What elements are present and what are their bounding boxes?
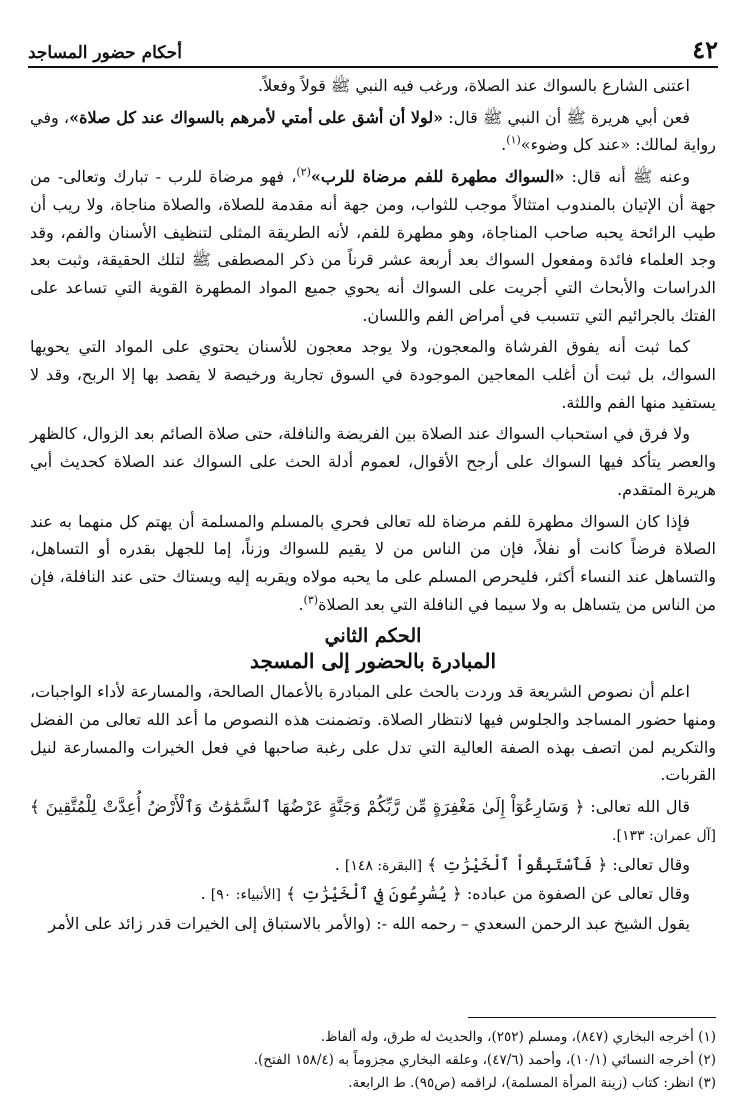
paragraph-5: ولا فرق في استحباب السواك عند الصلاة بين الفريضة والنافلة، حتى صلاة الصائم بعد الزوال، كالظهر والعصر يتأكد فيها السواك على أرجح الأقوال، لعموم أدلة الحث على السواك عند الصلاة كحديث أبي هريرة المتقدم. bbox=[30, 424, 716, 499]
paragraph-8 bbox=[30, 793, 716, 850]
verse-reference-1: [آل عمران: ١٣٣]. bbox=[612, 827, 716, 844]
paragraph-9: وقال تعالى: ﴿ فَٱسْتَبِقُواْ ٱلْخَيْرَٰتِ ﴾ [البقرة: ١٤٨] . bbox=[334, 854, 690, 874]
section-heading: الحكم الثاني bbox=[324, 625, 422, 648]
verse-reference-3: [الأنبياء: ٩٠] bbox=[210, 887, 282, 904]
running-title: أحكام حضور المساجد bbox=[28, 43, 182, 63]
page-number: ٤٢ bbox=[692, 35, 718, 64]
footnotes bbox=[30, 1017, 716, 1095]
main-text bbox=[30, 72, 716, 938]
quran-verse-2: ﴿ فَٱسْتَبِقُواْ ٱلْخَيْرَٰتِ ﴾ bbox=[427, 854, 608, 874]
footnote-2: (٢) أخرجه النسائي (١٠/١)، وأحمد (٤٧/٦)، وعلقه البخاري مجزوماً به (١٥٨/٤ الفتح). bbox=[253, 1052, 716, 1068]
paragraph-3-intro: وعنه ﷺ أنه قال: bbox=[564, 167, 690, 187]
paragraph-3-rest: ، فهو مرضاة للرب - تبارك وتعالى- من جهة أن الإتيان بالمندوب امتثالاً موجب للثواب، ومن جهة أنه مقدمة للصلاة، والصلاة مناجاة، ولا ريب أن طيب الرائحة يحبه صاحب المناجاة، وهو مطهرة للفم، لأنه الطريقة المثلى لتنظيف الأسنان والفم، وقد وجد العلماء فائدة ومفعول السواك بعد أربعة عشر قرناً من ذكر المصطفى ﷺ لتلك الحقيقة، وثبت بعد الدراسات والأبحاث التي أجريت على السواك أنه يحوي جميع المواد المطهرة القوية التي تساعد على الفتك بالجرائيم التي تتسبب في أمراض الفم واللسان. bbox=[30, 167, 716, 325]
hadith-quote-1: «لولا أن أشق على أمتي لأمرهم بالسواك عند كل صلاة» bbox=[69, 107, 444, 127]
paragraph-11: يقول الشيخ عبد الرحمن السعدي – رحمه الله -: (والأمر بالاستباق إلى الخيرات قدر زائد على الأمر bbox=[48, 913, 690, 933]
paragraph-6: فإذا كان السواك مطهرة للفم مرضاة لله تعالى فحري بالمسلم والمسلمة أن يهتم كل منهما به عند الصلاة فرضاً كانت أو نفلاً، فإن من الناس من لا يقيم للسواك وزناً، إما للجهل بقدره أو التساهل، والتساهل عند النساء أكثر، فليحرص المسلم على ما يحبه مولاه ويقربه إليه ويستاك حتى عند النافلة، فإن من الناس من يتساهل به ولا سيما في النافلة التي بعد الصلاة$^{(٣)}$. bbox=[30, 511, 716, 614]
paragraph-4: كما ثبت أنه يفوق الفرشاة والمعجون، ولا يوجد معجون للأسنان يحتوي على المواد التي يحويها السواك، بل ثبت أن أغلب المعاجين الموجودة في السوق تجارية ورخيصة لا يقصد بها إلا الربح، وقد لا يستفيد منها الفم واللثة. bbox=[30, 337, 716, 412]
paragraph-7: اعلم أن نصوص الشريعة قد وردت بالحث على المبادرة بالأعمال الصالحة، والمسارعة لأداء الواجبات، ومنها حضور المساجد والجلوس فيها لانتظار الصلاة. وتضمنت هذه النصوص ما أعد الله تعالى من الفضل والتكريم لمن اتصف بهذه الصفة العالية التي تدل على رغبة صاحبها في فعل الخيرات والمسارعة لنيل القربات. bbox=[30, 682, 716, 785]
footnote-ref-3: (٣) bbox=[303, 593, 319, 607]
paragraph-9-intro: وقال تعالى: bbox=[607, 854, 690, 874]
footnote-ref-2: (٢) bbox=[296, 165, 311, 179]
paragraph-10: وقال تعالى عن الصفوة من عباده: ﴿ يُسَٰرِعُونَ فِي ٱلْخَيْرَٰتِ ﴾ [الأنبياء: ٩٠] . bbox=[200, 884, 690, 904]
footnote-ref-1: (١) bbox=[506, 134, 521, 148]
quran-verse-1: ﴿ وَسَارِعُوٓاْ إِلَىٰ مَغْفِرَةٍ مِّن رَّبِّكُمْ وَجَنَّةٍ عَرْضُهَا ٱلسَّمَٰوَٰتُ وَٱلْأَرْضُ أُعِدَّتْ لِلْمُتَّقِينَ ﴾ bbox=[30, 797, 585, 817]
verse-reference-2: [البقرة: ١٤٨] bbox=[344, 857, 423, 874]
footnote-3: (٣) انظر: كتاب (زينة المرأة المسلمة)، لراقمه (ص٩٥). ط الرابعة. bbox=[348, 1075, 716, 1091]
running-header bbox=[28, 34, 718, 68]
footnote-1: (١) أخرجه البخاري (٨٤٧)، ومسلم (٢٥٢)، والحديث له طرق، وله ألفاظ. bbox=[320, 1029, 716, 1045]
paragraph-2-intro: فعن أبي هريرة ﷺ أن النبي ﷺ قال: bbox=[443, 107, 690, 127]
section-subheading: المبادرة بالحضور إلى المسجد bbox=[249, 649, 497, 674]
paragraph-2: فعن أبي هريرة ﷺ أن النبي ﷺ قال: «لولا أن أشق على أمتي لأمرهم بالسواك عند كل صلاة»، وفي رواية لمالك: «عند كل وضوء»$^{(١)}$. bbox=[30, 107, 716, 155]
paragraph-1: اعتنى الشارع بالسواك عند الصلاة، ورغب فيه النبي ﷺ قولاً وفعلاً. bbox=[257, 76, 690, 95]
paragraph-6-text: فإذا كان السواك مطهرة للفم مرضاة لله تعالى فحري بالمسلم والمسلمة أن يهتم كل منهما به عند الصلاة فرضاً كانت أو نفلاً، فإن من الناس من لا يقيم للسواك وزناً، إما للجهل بقدره أو التساهل، والتساهل عند النساء أكثر، فليحرص المسلم على ما يحبه مولاه ويقربه إليه ويستاك حتى عند النافلة، فإن من الناس من يتساهل به ولا سيما في النافلة التي بعد الصلاة bbox=[30, 511, 716, 614]
hadith-quote-2: «السواك مطهرة للفم مرضاة للرب» bbox=[310, 167, 565, 187]
paragraph-10-intro: وقال تعالى عن الصفوة من عباده: bbox=[461, 884, 690, 904]
paragraph-8-intro: قال الله تعالى: bbox=[584, 797, 691, 817]
footnote-divider bbox=[468, 1017, 716, 1018]
quran-verse-3: ﴿ يُسَٰرِعُونَ فِي ٱلْخَيْرَٰتِ ﴾ bbox=[286, 884, 462, 904]
paragraph-3 bbox=[30, 163, 716, 329]
paragraph-2-rest: ، وفي رواية لمالك: «عند كل وضوء» bbox=[30, 107, 716, 155]
